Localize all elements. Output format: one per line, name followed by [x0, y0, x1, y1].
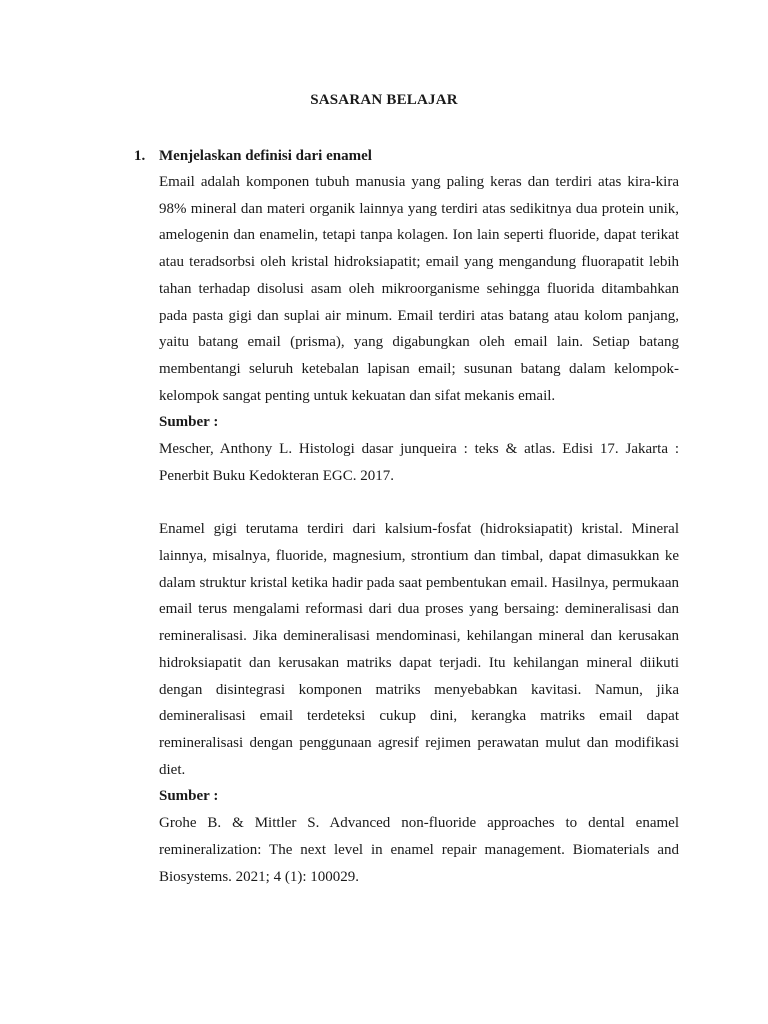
section-heading	[134, 146, 679, 166]
paragraph-spacer	[159, 490, 679, 516]
section-number: 1.	[134, 148, 146, 164]
section-1	[134, 146, 679, 891]
section-content	[159, 169, 679, 891]
page-title: SASARAN BELAJAR	[310, 92, 458, 108]
paragraph-2: Enamel gigi terutama terdiri dari kalsium-fosfat (hidroksiapatit) kristal. Mineral lainnya, misalnya, fluoride, magnesium, strontium dan timbal, dapat dimasukkan ke dalam struktur kristal ketika hadir pada saat pembentukan email. Hasilnya, permukaan email terus mengalami reformasi dari dua proses yang bersaing: demineralisasi dan remineralisasi. Jika demineralisasi mendominasi, kehilangan mineral dan kerusakan hidroksiapatit dan kerusakan matriks dapat terjadi. Itu kehilangan mineral diikuti dengan disintegrasi komponen matriks menyebabkan kavitasi. Namun, jika demineralisasi email terdeteksi cukup dini, kerangka matriks email dapat remineralisasi dengan penggunaan agresif rejimen perawatan mulut dan modifikasi diet.	[159, 521, 679, 778]
source-label-2: Sumber :	[159, 788, 219, 805]
section-heading-text: Menjelaskan definisi dari enamel	[159, 148, 372, 164]
source-label-1: Sumber :	[159, 414, 219, 431]
paragraph-1: Email adalah komponen tubuh manusia yang paling keras dan terdiri atas kira-kira 98% mineral dan materi organik lainnya yang terdiri atas sedikitnya dua protein unik, amelogenin dan enamelin, tetapi tanpa kolagen. Ion lain seperti fluoride, dapat terikat atau teradsorbsi oleh kristal hidroksiapatit; email yang mengandung fluorapatit lebih tahan terhadap disolusi asam oleh mikroorganisme sehingga fluorida ditambahkan pada pasta gigi dan suplai air minum. Email terdiri atas batang atau kolom panjang, yaitu batang email (prisma), yang digabungkan oleh email lain. Setiap batang membentangi seluruh ketebalan lapisan email; susunan batang dalam kelompok-kelompok sangat penting untuk kekuatan dan sifat mekanis email.	[159, 174, 679, 404]
source-reference-2: Grohe B. & Mittler S. Advanced non-fluoride approaches to dental enamel remineralization: The next level in enamel repair management. Biomaterials and Biosystems. 2021; 4 (1): 100029.	[159, 815, 679, 886]
source-reference-1: Mescher, Anthony L. Histologi dasar junqueira : teks & atlas. Edisi 17. Jakarta : Penerbit Buku Kedokteran EGC. 2017.	[159, 441, 679, 485]
